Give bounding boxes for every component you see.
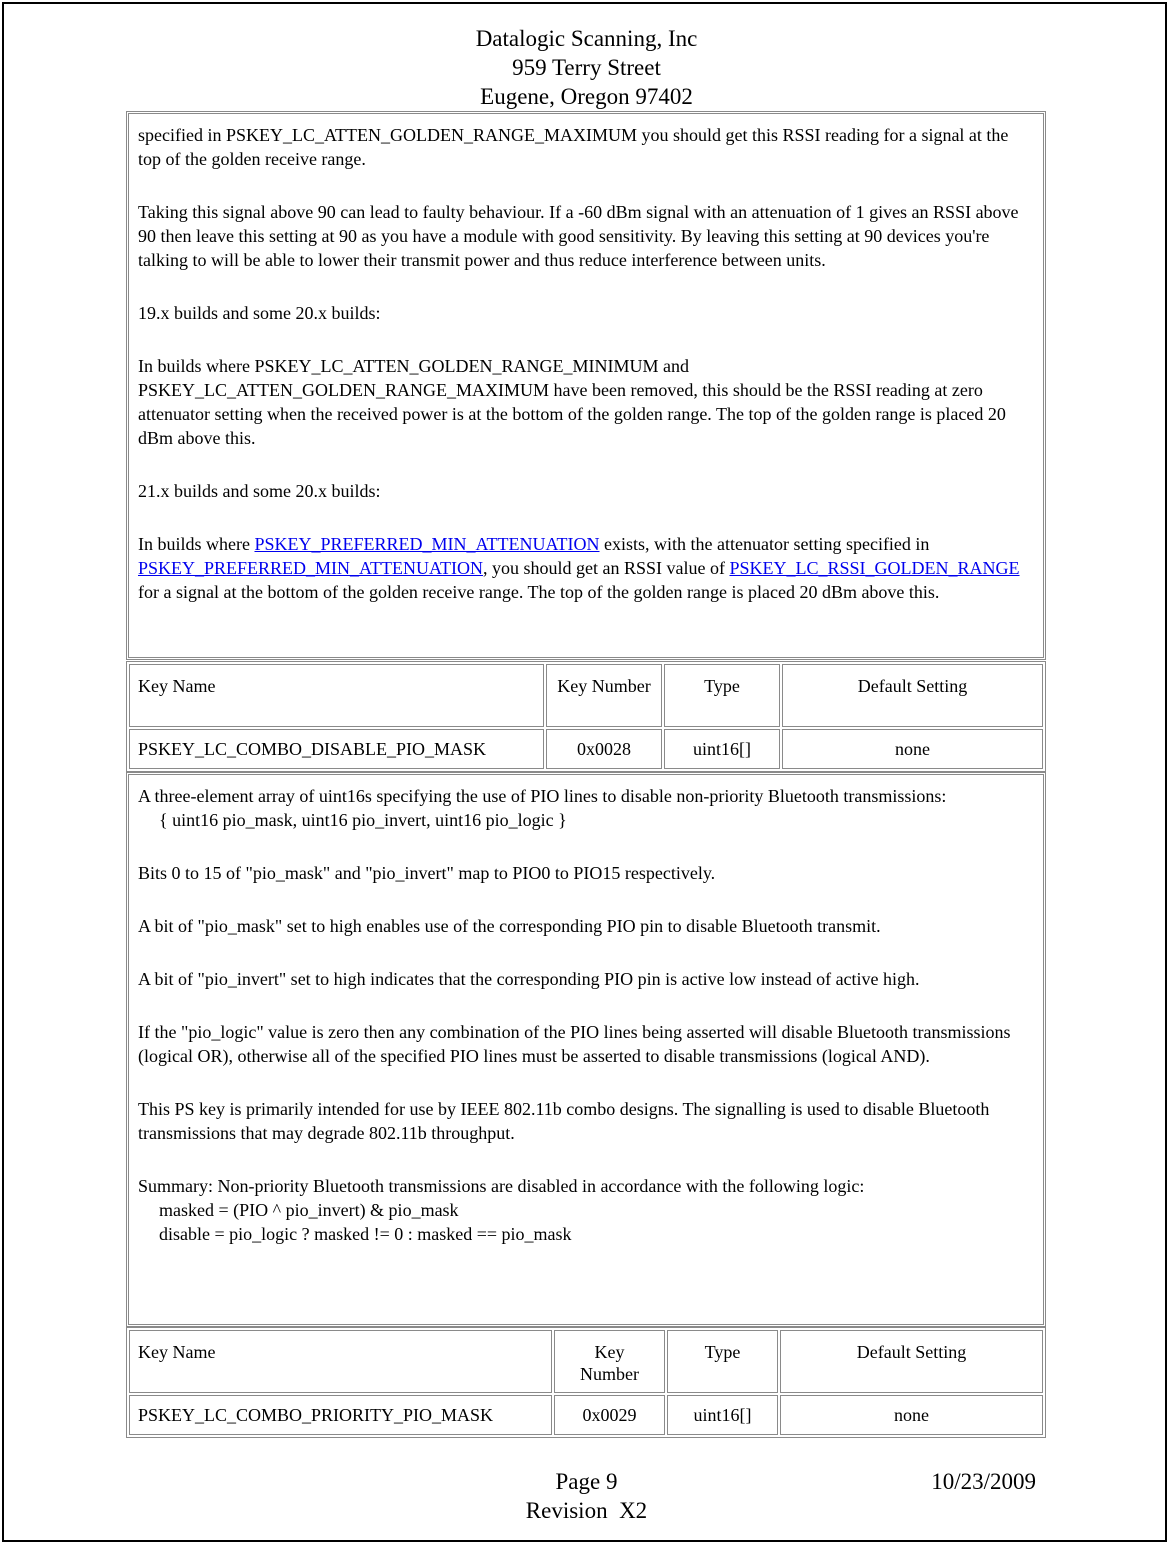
key-table-2 <box>126 1327 1046 1438</box>
revision: Revision X2 <box>525 1498 648 1523</box>
key-table-header-row <box>129 1330 1043 1393</box>
default-setting-cell: none <box>780 1395 1043 1435</box>
paragraph: A bit of "pio_mask" set to high enables use of the corresponding PIO pin to disable Bluetooth transmit. <box>138 916 881 936</box>
key-number-cell: 0x0028 <box>546 729 662 769</box>
paragraph: Bits 0 to 15 of "pio_mask" and "pio_invert" map to PIO0 to PIO15 respectively. <box>138 863 716 883</box>
text: exists, with the attenuator setting specified in <box>599 534 930 554</box>
paragraph <box>138 1174 1035 1246</box>
header-type: Type <box>667 1330 778 1393</box>
text: Summary: Non-priority Bluetooth transmissions are disabled in accordance with the following logic: <box>138 1176 865 1196</box>
type-cell: uint16[] <box>667 1395 778 1435</box>
description-block-1 <box>126 111 1046 660</box>
text: for a signal at the bottom of the golden receive range. The top of the golden range is placed 20 dBm above this. <box>138 582 940 602</box>
key-table-header-row <box>129 664 1043 727</box>
header-type: Type <box>664 664 780 727</box>
paragraph: If the "pio_logic" value is zero then any combination of the PIO lines being asserted will disable Bluetooth transmissions (logical OR), otherwise all of the specified PIO lines must be asserted to disable transmissions (logical AND). <box>138 1022 1011 1066</box>
key-name-cell: PSKEY_LC_COMBO_PRIORITY_PIO_MASK <box>129 1395 552 1435</box>
company-city: Eugene, Oregon 97402 <box>480 84 693 109</box>
key-table-1 <box>126 661 1046 772</box>
link-lc-rssi-golden-range[interactable]: PSKEY_LC_RSSI_GOLDEN_RANGE <box>729 558 1020 578</box>
code-line: disable = pio_logic ? masked != 0 : masked == pio_mask <box>159 1224 572 1244</box>
footer-date: 10/23/2009 <box>931 1469 1036 1494</box>
header-key-name: Key Name <box>129 1330 552 1393</box>
paragraph: A bit of "pio_invert" set to high indicates that the corresponding PIO pin is active low instead of active high. <box>138 969 920 989</box>
text: A three-element array of uint16s specifying the use of PIO lines to disable non-priority Bluetooth transmissions: <box>138 786 947 806</box>
paragraph: This PS key is primarily intended for use by IEEE 802.11b combo designs. The signalling is used to disable Bluetooth transmissions that may degrade 802.11b throughput. <box>138 1099 990 1143</box>
page-number: Page 9 <box>555 1469 618 1494</box>
table-row <box>129 729 1043 769</box>
text: , you should get an RSSI value of <box>483 558 730 578</box>
key-number-cell: 0x0029 <box>554 1395 665 1435</box>
link-preferred-min-attenuation[interactable]: PSKEY_PREFERRED_MIN_ATTENUATION <box>254 534 600 554</box>
code-line: { uint16 pio_mask, uint16 pio_invert, uint16 pio_logic } <box>159 810 567 830</box>
header-default-setting: Default Setting <box>780 1330 1043 1393</box>
description-block-2 <box>126 772 1046 1327</box>
paragraph: 19.x builds and some 20.x builds: <box>138 303 381 323</box>
paragraph: 21.x builds and some 20.x builds: <box>138 481 381 501</box>
key-name-cell: PSKEY_LC_COMBO_DISABLE_PIO_MASK <box>129 729 544 769</box>
default-setting-cell: none <box>782 729 1043 769</box>
letterhead <box>0 24 1173 111</box>
paragraph: Taking this signal above 90 can lead to faulty behaviour. If a -60 dBm signal with an attenuation of 1 gives an RSSI above 90 then leave this setting at 90 as you have a module with good sensitivity. By leaving this setting at 90 devices you're talking to will be able to lower their transmit power and thus reduce interference between units. <box>138 202 1019 270</box>
header-key-number: Key Number <box>554 1330 665 1393</box>
company-street: 959 Terry Street <box>512 55 661 80</box>
paragraph: specified in PSKEY_LC_ATTEN_GOLDEN_RANGE_MAXIMUM you should get this RSSI reading for a signal at the top of the golden receive range. <box>138 125 1009 169</box>
header-key-number: Key Number <box>546 664 662 727</box>
paragraph <box>138 784 1035 832</box>
paragraph: In builds where PSKEY_LC_ATTEN_GOLDEN_RANGE_MINIMUM and PSKEY_LC_ATTEN_GOLDEN_RANGE_MAXIMUM have been removed, this should be the RSSI reading at zero attenuator setting when the received power is at the bottom of the golden range. The top of the golden range is placed 20 dBm above this. <box>138 356 1006 448</box>
link-preferred-min-attenuation-2[interactable]: PSKEY_PREFERRED_MIN_ATTENUATION <box>138 558 484 578</box>
header-default-setting: Default Setting <box>782 664 1043 727</box>
text: In builds where <box>138 534 255 554</box>
company-name: Datalogic Scanning, Inc <box>475 26 698 51</box>
paragraph-with-links <box>138 532 1035 604</box>
code-line: masked = (PIO ^ pio_invert) & pio_mask <box>159 1200 459 1220</box>
header-key-name: Key Name <box>129 664 544 727</box>
type-cell: uint16[] <box>664 729 780 769</box>
table-row <box>129 1395 1043 1435</box>
